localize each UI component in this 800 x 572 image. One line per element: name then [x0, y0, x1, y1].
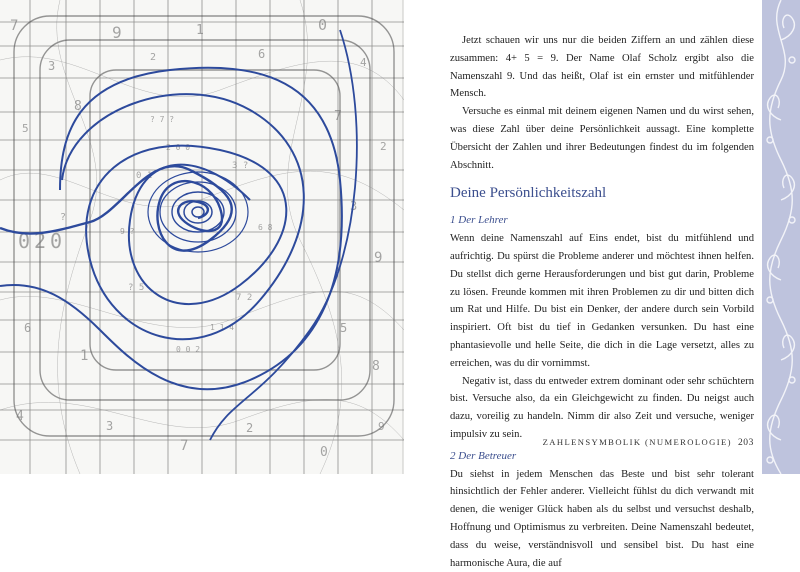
- svg-text:7: 7: [334, 109, 342, 124]
- svg-text:9: 9: [378, 420, 385, 433]
- svg-text:7: 7: [10, 18, 19, 34]
- svg-text:0: 0: [318, 16, 328, 34]
- svg-text:? 5: ? 5: [128, 283, 145, 293]
- svg-text:3: 3: [350, 199, 358, 213]
- svg-text:1: 1: [196, 23, 204, 38]
- svg-text:8: 8: [372, 359, 380, 374]
- svg-text:3: 3: [106, 419, 114, 433]
- page-footer: [492, 437, 754, 448]
- svg-text:2: 2: [380, 140, 387, 153]
- svg-text:3 ?: 3 ?: [232, 161, 249, 171]
- svg-text:9: 9: [112, 23, 122, 42]
- svg-text:0: 0: [320, 445, 328, 460]
- lehrer-paragraph-2: Negativ ist, dass du entweder extrem dominant oder sehr schüchtern bist. Versuche also, da ein Gleichgewicht zu finden. Du neigst auch dazu, voreilig zu handeln. Nimm dir also Zeit und versuche, weniger impulsiv zu sein.: [450, 375, 754, 440]
- svg-text:6: 6: [24, 321, 32, 335]
- svg-text:4: 4: [360, 56, 367, 69]
- page-number: 203: [737, 438, 754, 448]
- intro-paragraph-1: Jetzt schauen wir uns nur die beiden Ziffern an und zählen diese zusammen: 4+ 5 = 9. Der Name Olaf Scholz ergibt also die Namenszahl 9. Und das heißt, Olaf ist ein ernster und mitfühlender Mensch.: [450, 35, 754, 100]
- betreuer-paragraph-1: Du siehst in jedem Menschen das Beste und bist sehr tolerant hinsichtlich der Fehler anderer. Vielleicht fühlst du dich verwandt mit denen, die weniger Glück haben als du selbst und versuchst deshalb, Hoffnung und Optimismus zu verbreiten. Deine Namenszahl bedeutet, dass du weise, verständnisvoll und sensibel bist. Du hast eine harmonische Aura, die auf: [450, 468, 754, 569]
- section-heading: Deine Persönlichkeitszahl: [450, 185, 607, 202]
- svg-text:0: 0: [18, 229, 31, 253]
- svg-text:0: 0: [50, 229, 63, 253]
- text-column: [450, 32, 754, 572]
- lehrer-paragraph-1: Wenn deine Namenszahl auf Eins endet, bist du mitfühlend und aufrichtig. Du spürst die Probleme anderer und möchtest ihnen helfen. Du stellst dich gerne Herausforderungen und bist gut darin, Probleme zu lösen. Freunde kommen mit ihren Problemen zu dir und bitten dich um Rat und Hilfe. Du bist ein Denker, der andere durch sein Vorbild inspiriert. Oft bist du tief in Gedanken versunken. Du hast eine phantasievolle und helle Seite, die dich in die Lage versetzt, alles zu erreichen, was du dir vornimmst.: [450, 233, 754, 369]
- svg-text:6: 6: [258, 47, 266, 61]
- svg-text:0 1: 0 1: [136, 171, 153, 181]
- svg-text:? 7 ?: ? 7 ?: [150, 115, 175, 124]
- svg-text:2: 2: [246, 421, 254, 435]
- svg-text:9 ?: 9 ?: [120, 227, 135, 236]
- numerology-spiral-illustration: [0, 0, 404, 474]
- svg-text:6 8: 6 8: [258, 223, 273, 232]
- text-page: [404, 0, 760, 569]
- subheading-betreuer: 2 Der Betreuer: [450, 449, 517, 462]
- svg-text:7 2: 7 2: [236, 293, 253, 303]
- floral-ornament: [762, 0, 800, 474]
- svg-text:5: 5: [22, 122, 29, 135]
- intro-paragraph-2: Versuche es einmal mit deinem eigenen Namen und du wirst sehen, was diese Zahl über deine Persönlichkeit aussagt. Eine komplette Übersicht der Zahlen und ihrer Bedeutungen findest du im folgenden Abschnitt.: [450, 106, 754, 171]
- svg-text:1: 1: [80, 348, 89, 364]
- running-title: ZAHLENSYMBOLIK (NUMEROLOGIE): [542, 437, 732, 447]
- digit-scatter: [10, 16, 387, 460]
- svg-text:3: 3: [48, 59, 56, 73]
- svg-text:1 1 4: 1 1 4: [210, 323, 235, 332]
- subheading-lehrer: 1 Der Lehrer: [450, 214, 508, 227]
- svg-text:5: 5: [340, 321, 348, 335]
- svg-text:2 0 0: 2 0 0: [166, 143, 191, 152]
- ornamental-border: [762, 0, 800, 474]
- svg-text:0 0 2: 0 0 2: [176, 345, 201, 354]
- svg-text:8: 8: [74, 99, 82, 114]
- svg-text:2: 2: [150, 52, 157, 63]
- svg-text:4: 4: [16, 409, 24, 424]
- svg-text:2: 2: [34, 229, 47, 253]
- svg-text:?: ?: [60, 212, 67, 223]
- svg-text:7: 7: [180, 438, 189, 454]
- svg-text:9: 9: [374, 250, 383, 266]
- illustration-page: [0, 0, 404, 474]
